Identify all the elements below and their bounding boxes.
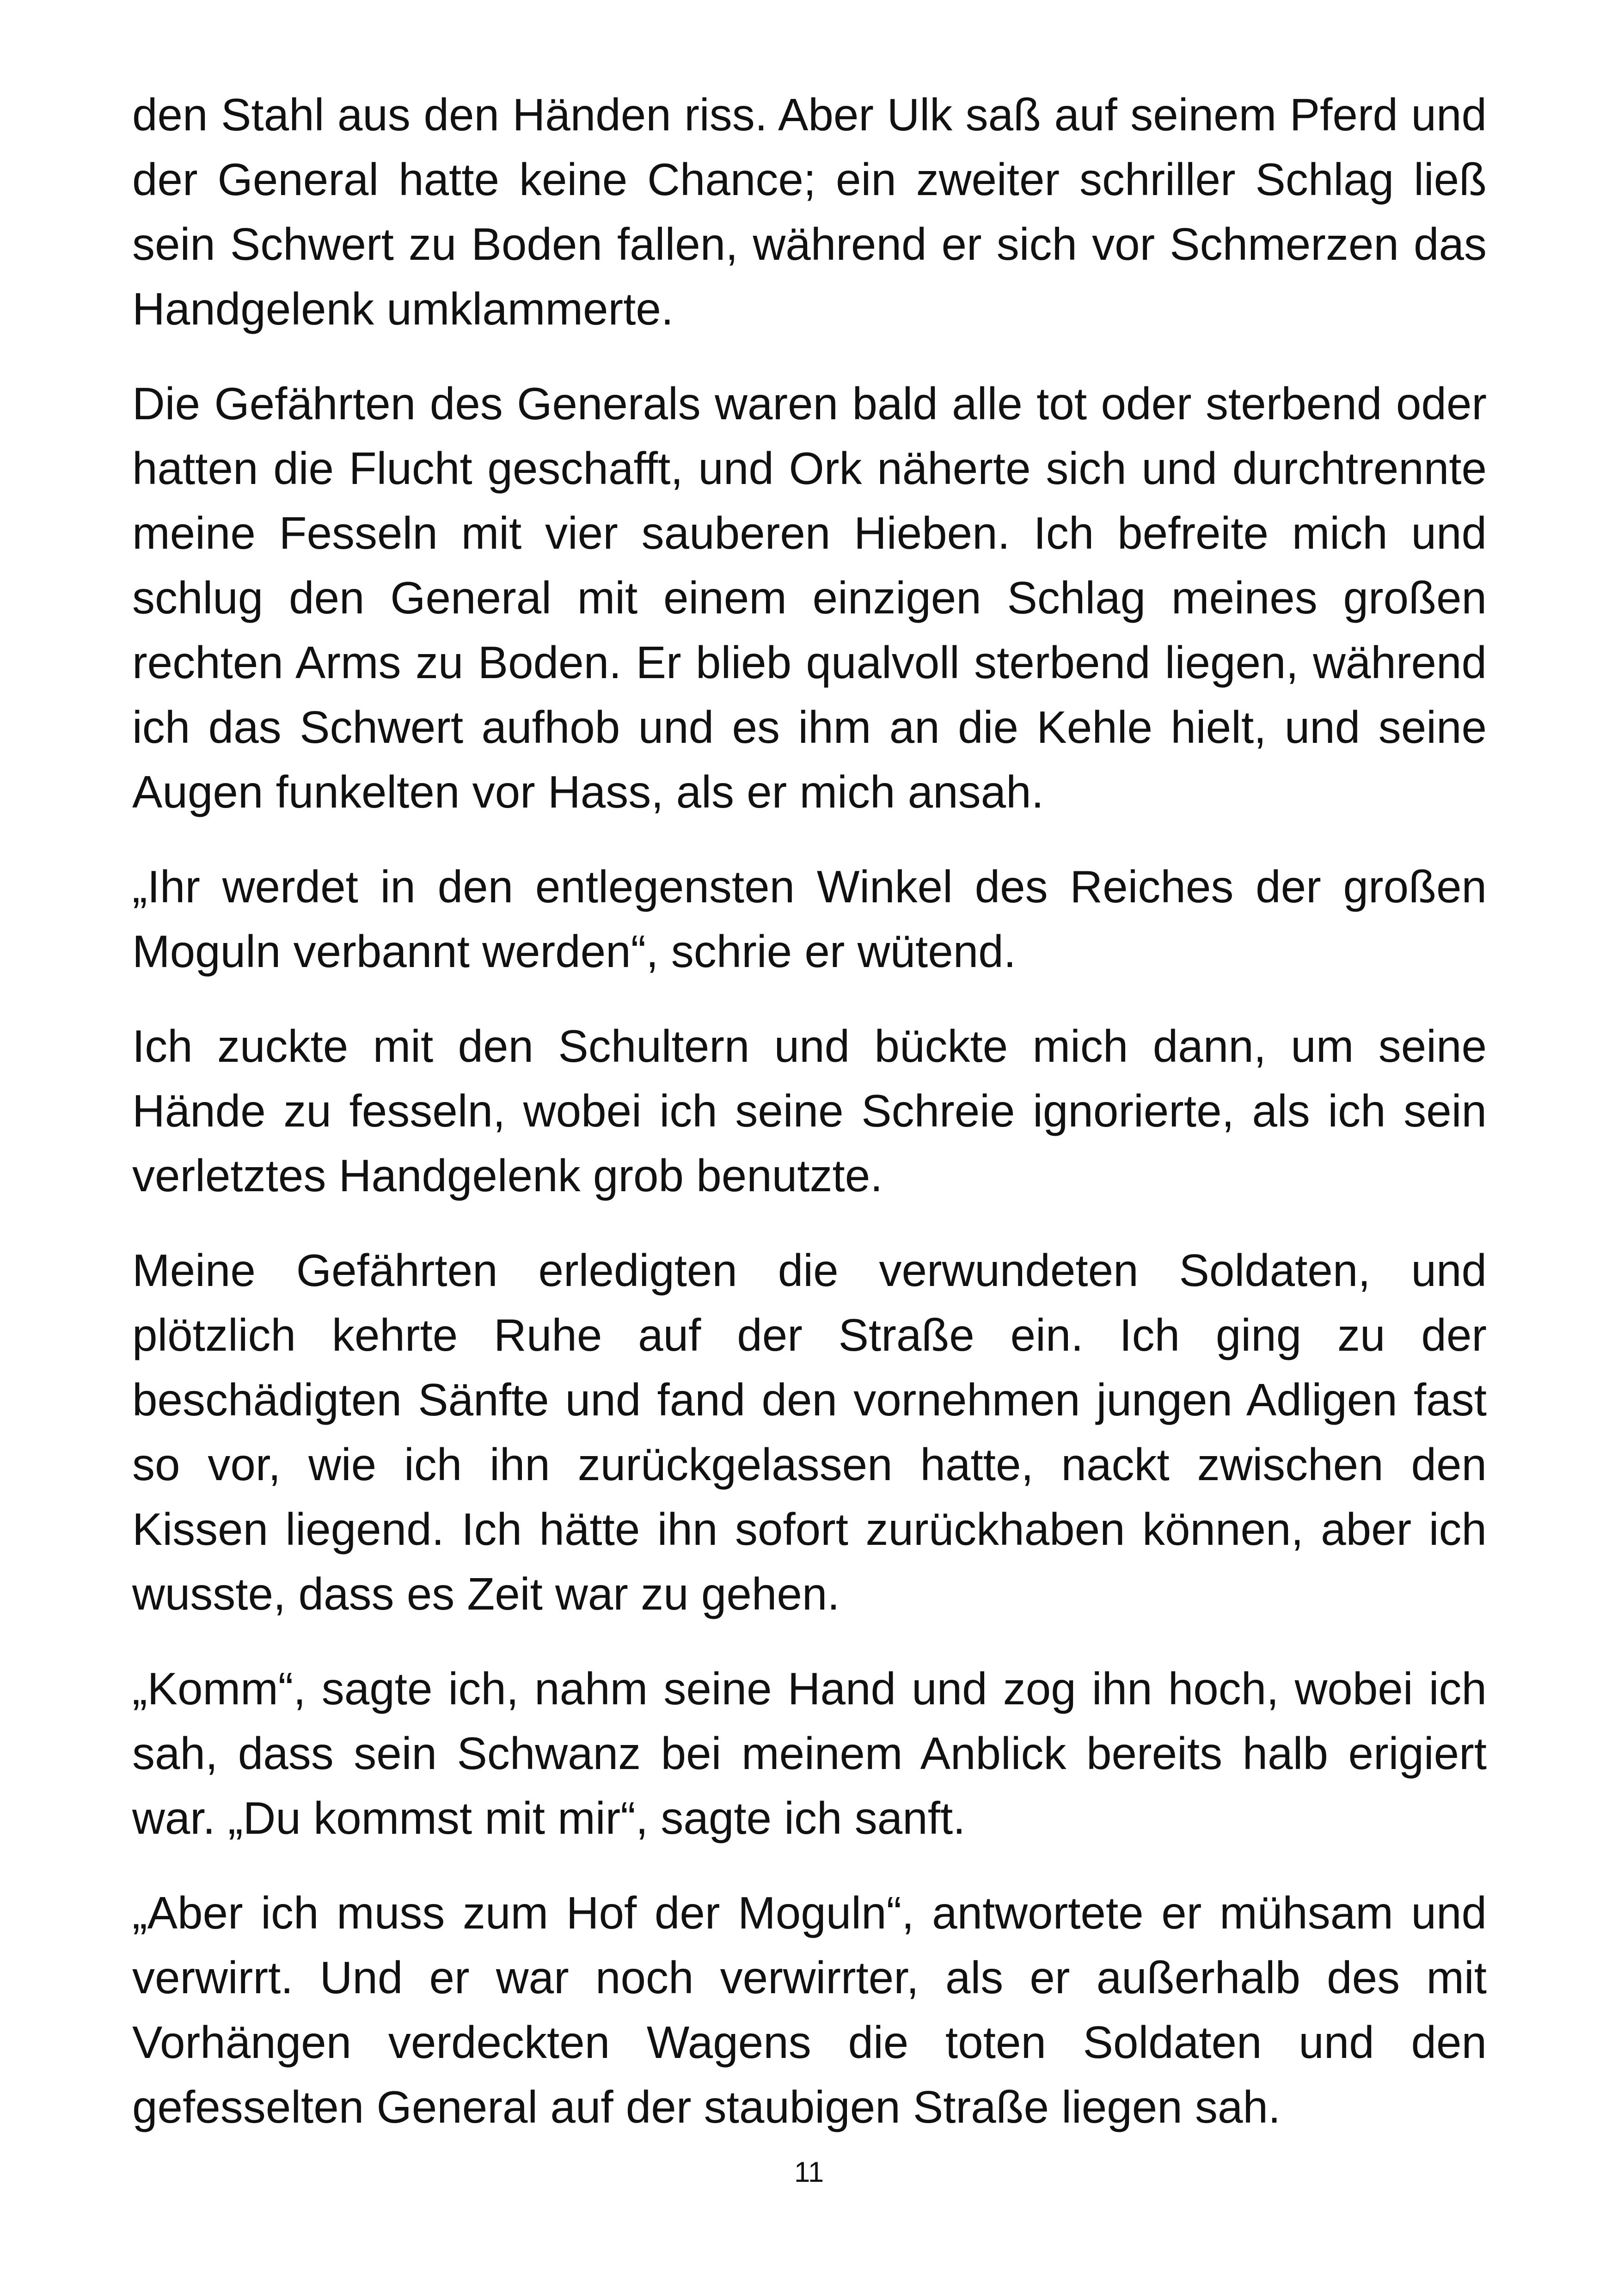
page-number: 11 [794,2156,824,2188]
paragraph-1: den Stahl aus den Händen riss. Aber Ulk saß auf seinem Pferd und der General hatte keine Chance; ein zweiter schriller Schlag ließ sein Schwert zu Boden fallen, während er sich vor Schmerzen das Handgelenk umklammerte. [132,89,1487,334]
document-page [132,82,1487,2169]
paragraph-4: Ich zuckte mit den Schultern und bückte mich dann, um seine Hände zu fesseln, wobei ich seine Schreie ignorierte, als ich sein verletztes Handgelenk grob benutzte. [132,1021,1487,1201]
paragraph-2: Die Gefährten des Generals waren bald alle tot oder sterbend oder hatten die Flucht geschafft, und Ork näherte sich und durchtrennte meine Fesseln mit vier sauberen Hieben. Ich befreite mich und schlug den General mit einem einzigen Schlag meines großen rechten Arms zu Boden. Er blieb qualvoll sterbend liegen, während ich das Schwert aufhob und es ihm an die Kehle hielt, und seine Augen funkelten vor Hass, als er mich ansah. [132,378,1487,817]
paragraph-5: Meine Gefährten erledigten die verwundeten Soldaten, und plötzlich kehrte Ruhe auf der Straße ein. Ich ging zu der beschädigten Sänfte und fand den vornehmen jungen Adligen fast so vor, wie ich ihn zurückgelassen hatte, nackt zwischen den Kissen liegend. Ich hätte ihn sofort zurückhaben können, aber ich wusste, dass es Zeit war zu gehen. [132,1245,1487,1619]
paragraph-6: „Komm“, sagte ich, nahm seine Hand und zog ihn hoch, wobei ich sah, dass sein Schwanz bei meinem Anblick bereits halb erigiert war. „Du kommst mit mir“, sagte ich sanft. [132,1663,1487,1843]
paragraph-7: „Aber ich muss zum Hof der Moguln“, antwortete er mühsam und verwirrt. Und er war noch verwirrter, als er außerhalb des mit Vorhängen verdeckten Wagens die toten Soldaten und den gefesselten General auf der staubigen Straße liegen sah. [132,1887,1487,2132]
paragraph-3: „Ihr werdet in den entlegensten Winkel des Reiches der großen Moguln verbannt werden“, schrie er wütend. [132,861,1487,977]
